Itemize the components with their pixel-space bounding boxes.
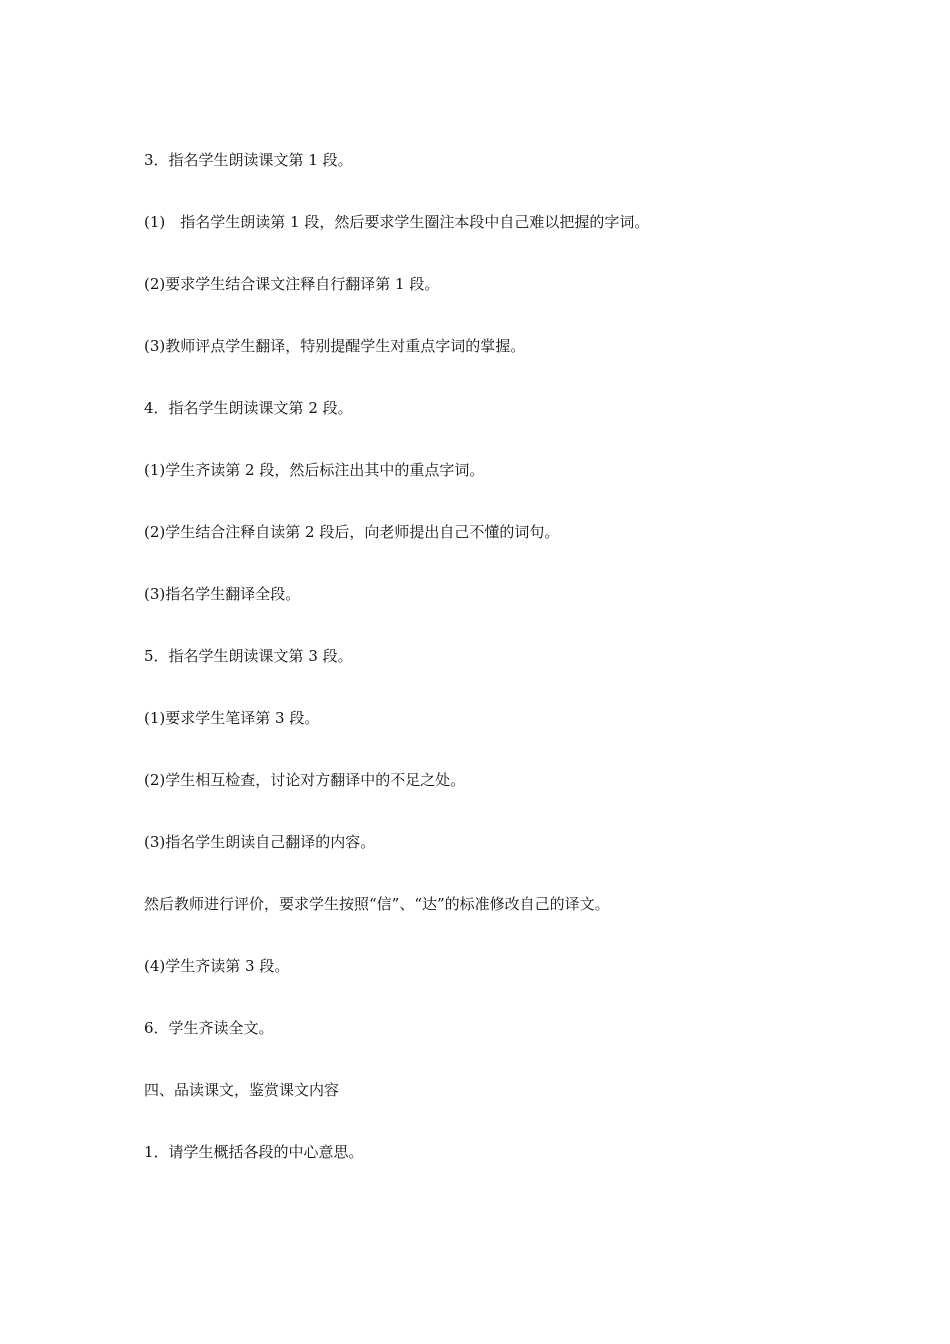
paragraph: (3)指名学生朗读自己翻译的内容。 [144,833,376,851]
paragraph: 1．请学生概括各段的中心意思。 [144,1143,364,1161]
paragraph: (4)学生齐读第 3 段。 [144,957,290,975]
paragraph: (3)指名学生翻译全段。 [144,585,301,603]
paragraph: (2)学生结合注释自读第 2 段后，向老师提出自己不懂的词句。 [144,523,560,541]
paragraph: (1)学生齐读第 2 段，然后标注出其中的重点字词。 [144,461,485,479]
paragraph: (1)要求学生笔译第 3 段。 [144,709,320,727]
paragraph: (2)要求学生结合课文注释自行翻译第 1 段。 [144,275,440,293]
paragraph: (3)教师评点学生翻译，特别提醒学生对重点字词的掌握。 [144,337,526,355]
paragraph: 6．学生齐读全文。 [144,1019,274,1037]
section-heading: 四、品读课文，鉴赏课文内容 [144,1081,340,1099]
paragraph: 3．指名学生朗读课文第 1 段。 [144,151,353,169]
paragraph: (2)学生相互检查，讨论对方翻译中的不足之处。 [144,771,466,789]
paragraph: (1) 指名学生朗读第 1 段，然后要求学生圈注本段中自己难以把握的字词。 [144,213,650,231]
paragraph: 然后教师进行评价，要求学生按照“信”、“达”的标准修改自己的译文。 [144,895,610,913]
paragraph: 5．指名学生朗读课文第 3 段。 [144,647,353,665]
paragraph: 4．指名学生朗读课文第 2 段。 [144,399,353,417]
